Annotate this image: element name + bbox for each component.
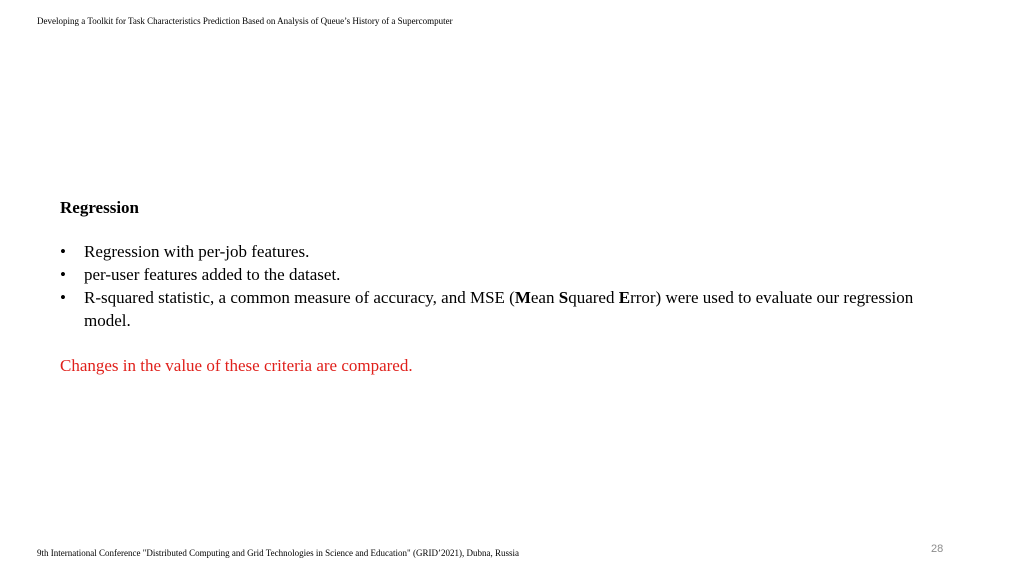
bold-letter-s: S bbox=[558, 288, 569, 307]
bullet-dot: • bbox=[60, 288, 66, 307]
bold-letter-e: E bbox=[618, 288, 631, 307]
slide-footer: 9th International Conference "Distributed Computing and Grid Technologies in Science and Education" (GRID’2021), Dubna, Russia bbox=[37, 548, 519, 558]
bullet-text: per-user features added to the dataset. bbox=[84, 265, 341, 284]
bullet-text-part: R-squared statistic, a common measure of accuracy, and MSE ( bbox=[84, 288, 515, 307]
bullet-dot: • bbox=[60, 242, 66, 261]
page-number: 28 bbox=[931, 543, 944, 555]
highlight-note: Changes in the value of these criteria are compared. bbox=[60, 356, 413, 375]
section-heading: Regression bbox=[60, 198, 140, 217]
slide-content bbox=[60, 196, 960, 378]
bullet-item-metrics bbox=[60, 286, 960, 332]
bullet-item-per-job bbox=[60, 240, 960, 263]
bold-letter-m: M bbox=[514, 288, 531, 307]
bullet-text-part: quared bbox=[568, 288, 619, 307]
bullet-text: Regression with per-job features. bbox=[84, 242, 310, 261]
bullet-text-part: rror) were used to evaluate our regression model. bbox=[84, 288, 914, 330]
bullet-text-part: ean bbox=[530, 288, 559, 307]
slide-header-title: Developing a Toolkit for Task Characteristics Prediction Based on Analysis of Queue’s History of a Supercomputer bbox=[37, 16, 453, 26]
bullet-dot: • bbox=[60, 265, 66, 284]
bullet-list bbox=[60, 240, 960, 332]
bullet-item-per-user bbox=[60, 263, 960, 286]
